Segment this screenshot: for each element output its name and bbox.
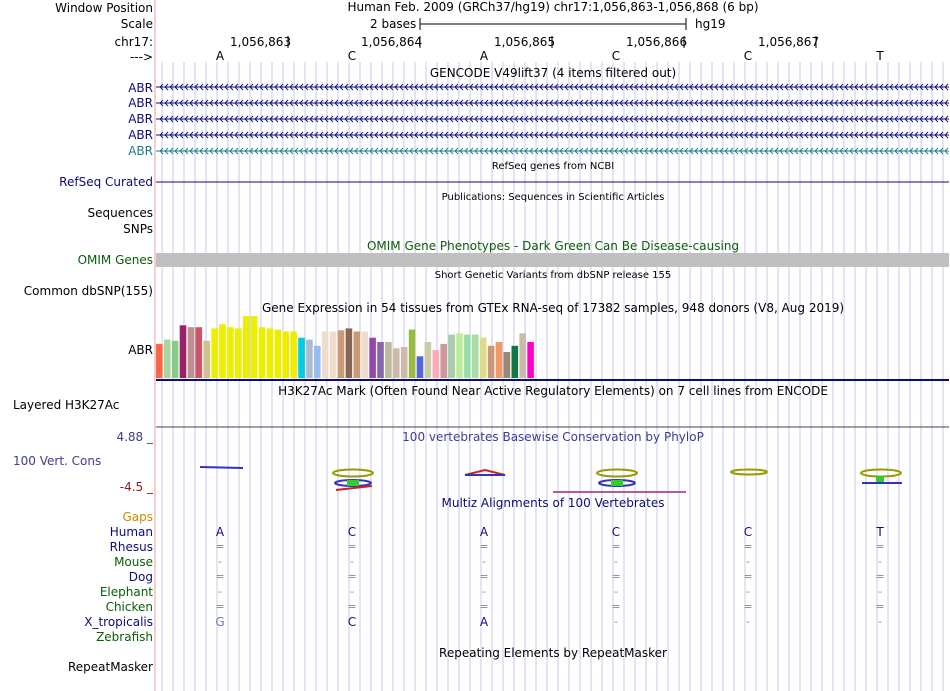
gtex-bar [361, 332, 368, 379]
ruler-tick-label: 1,056,866 [626, 35, 688, 49]
gtex-bar [306, 340, 313, 378]
gtex-bar [448, 335, 455, 378]
aligned-base: = [479, 600, 489, 613]
aligned-base: = [347, 600, 357, 613]
gtex-bar [275, 330, 282, 378]
aligned-base: - [614, 555, 618, 568]
scale-label: Scale [120, 17, 153, 31]
aligned-base: - [614, 615, 618, 628]
gtex-bar [433, 350, 440, 378]
gtex-bar [330, 332, 337, 379]
aligned-base: = [875, 600, 885, 613]
refseq-track-title[interactable]: RefSeq genes from NCBI [491, 161, 615, 172]
aligned-base: - [878, 555, 882, 568]
aligned-base: = [875, 540, 885, 553]
species-label[interactable]: Elephant [99, 585, 153, 599]
position-text[interactable]: Human Feb. 2009 (GRCh37/hg19) chr17:1,056,863-1,056,868 (6 bp) [347, 0, 759, 14]
repeatmasker-track-title[interactable]: Repeating Elements by RepeatMasker [439, 646, 667, 660]
snps-label[interactable]: SNPs [123, 222, 153, 236]
gtex-bar [496, 342, 503, 378]
phylop-label[interactable]: 100 Vert. Cons [13, 454, 102, 468]
aligned-base: = [347, 540, 357, 553]
scale-text: 2 bases [370, 17, 417, 31]
aligned-base: - [218, 585, 222, 598]
phylop-logo [347, 480, 359, 486]
ruler-tick-label: 1,056,867 [758, 35, 820, 49]
gtex-bar [172, 341, 179, 378]
species-label[interactable]: Zebrafish [96, 630, 153, 644]
aligned-base: - [218, 555, 222, 568]
ruler-tick-label: 1,056,864 [361, 35, 423, 49]
omim-track-title[interactable]: OMIM Gene Phenotypes - Dark Green Can Be Disease-causing [366, 239, 740, 253]
aligned-base: T [876, 525, 884, 539]
gtex-bar [369, 338, 376, 378]
phylop-ymin-label: -4.5 _ [119, 480, 153, 494]
h3k27ac-track-title[interactable]: H3K27Ac Mark (Often Found Near Active Regulatory Elements) on 7 cell lines from ENCODE [278, 384, 828, 398]
dbsnp-track-title[interactable]: Short Genetic Variants from dbSNP release 155 [434, 270, 672, 281]
aligned-base: - [746, 615, 750, 628]
ruler-tick-label: 1,056,865 [494, 35, 556, 49]
gtex-bar [504, 352, 511, 378]
aligned-base: = [479, 570, 489, 583]
aligned-base: = [479, 540, 489, 553]
species-label[interactable]: Human [109, 525, 153, 539]
gtex-bar [527, 342, 534, 378]
species-label[interactable]: Chicken [105, 600, 153, 614]
aligned-base: = [215, 570, 225, 583]
aligned-base: = [875, 570, 885, 583]
aligned-base: = [215, 540, 225, 553]
gtex-bar [377, 342, 384, 378]
gtex-bar [243, 316, 250, 378]
aligned-base: = [743, 540, 753, 553]
aligned-base: G [215, 615, 225, 629]
omim-gene-bar [156, 253, 949, 267]
gencode-item-label[interactable]: ABR [128, 128, 153, 142]
publications-label[interactable]: Sequences [87, 206, 153, 220]
aligned-base: C [611, 525, 621, 539]
sequence-base: A [479, 49, 489, 63]
publications-track-title[interactable]: Publications: Sequences in Scientific Articles [441, 192, 665, 203]
aligned-base: A [479, 615, 489, 629]
gtex-bar [298, 338, 305, 378]
aligned-base: - [482, 585, 486, 598]
gtex-bar [164, 340, 171, 378]
gencode-item-label[interactable]: ABR [128, 96, 153, 110]
aligned-base: = [347, 570, 357, 583]
gtex-bar [251, 316, 258, 378]
ruler-tick-label: 1,056,863 [230, 35, 292, 49]
aligned-base: C [347, 615, 357, 629]
chrom-label: chr17: [114, 35, 153, 49]
gtex-bar [259, 327, 266, 378]
aligned-base: C [347, 525, 357, 539]
aligned-base: A [479, 525, 489, 539]
gtex-bar [456, 333, 463, 378]
gtex-bar [203, 341, 210, 378]
gtex-bar [314, 346, 321, 378]
gaps-label[interactable]: Gaps [122, 510, 153, 524]
gtex-bar [512, 346, 519, 378]
gtex-bar [393, 348, 400, 378]
aligned-base: A [215, 525, 225, 539]
assembly-text: hg19 [695, 17, 726, 31]
dbsnp-label[interactable]: Common dbSNP(155) [23, 284, 153, 298]
aligned-base: = [611, 540, 621, 553]
gtex-bar [322, 332, 329, 379]
gtex-bar [188, 327, 195, 378]
omim-label[interactable]: OMIM Genes [77, 253, 153, 267]
aligned-base: = [611, 600, 621, 613]
strand-label: ---> [129, 50, 153, 64]
phylop-track-title[interactable]: 100 vertebrates Basewise Conservation by PhyloP [402, 430, 704, 444]
aligned-base: - [614, 585, 618, 598]
gtex-label[interactable]: ABR [128, 343, 153, 357]
aligned-base: = [611, 570, 621, 583]
gtex-bar [440, 344, 447, 378]
aligned-base: - [746, 555, 750, 568]
gtex-bar [219, 324, 226, 378]
gtex-bar [385, 342, 392, 378]
gtex-bar [472, 335, 479, 378]
aligned-base: C [743, 525, 753, 539]
phylop-ymax-label: 4.88 _ [116, 430, 153, 444]
gencode-track-title[interactable]: GENCODE V49lift37 (4 items filtered out) [429, 66, 677, 80]
sequence-base: A [215, 49, 225, 63]
species-label[interactable]: Dog [128, 570, 153, 584]
gtex-bar [480, 338, 487, 378]
gtex-bar [290, 332, 297, 379]
aligned-base: - [350, 555, 354, 568]
gtex-bar [211, 328, 218, 378]
aligned-base: - [350, 585, 354, 598]
repeatmasker-label[interactable]: RepeatMasker [67, 660, 153, 674]
refseq-label[interactable]: RefSeq Curated [59, 175, 153, 189]
gencode-item-label[interactable]: ABR [128, 112, 153, 126]
species-label[interactable]: Rhesus [109, 540, 153, 554]
phylop-logo [333, 470, 373, 477]
aligned-base: - [482, 555, 486, 568]
gtex-bar [519, 333, 526, 378]
gtex-bar [227, 327, 234, 378]
gtex-bar [409, 330, 416, 378]
gtex-bar [464, 335, 471, 378]
gtex-bar [156, 344, 163, 378]
phylop-logo [731, 470, 767, 475]
sequence-base: T [876, 49, 884, 63]
phylop-logo [200, 467, 243, 468]
aligned-base: = [743, 600, 753, 613]
h3k27ac-label[interactable]: Layered H3K27Ac [13, 398, 120, 412]
sequence-base: C [347, 49, 357, 63]
gtex-bar [235, 328, 242, 378]
multiz-track-title[interactable]: Multiz Alignments of 100 Vertebrates [441, 496, 665, 510]
gtex-bar [282, 332, 289, 379]
gtex-bar [354, 332, 361, 379]
window-position-label: Window Position [55, 1, 153, 15]
gtex-bar [338, 330, 345, 378]
phylop-logo [876, 476, 884, 482]
sequence-base: C [611, 49, 621, 63]
sequence-base: C [743, 49, 753, 63]
gencode-item-label[interactable]: ABR [128, 144, 153, 158]
phylop-logo [611, 480, 623, 486]
aligned-base: = [215, 600, 225, 613]
gtex-bar [425, 342, 432, 378]
gtex-bar [196, 327, 203, 378]
phylop-logo [861, 470, 901, 477]
aligned-base: - [746, 585, 750, 598]
aligned-base: = [743, 570, 753, 583]
phylop-logo [597, 470, 637, 477]
gencode-item-label[interactable]: ABR [128, 81, 153, 95]
species-label[interactable]: Mouse [114, 555, 153, 569]
gtex-bar [346, 328, 353, 378]
gtex-track-title[interactable]: Gene Expression in 54 tissues from GTEx RNA-seq of 17382 samples, 948 donors (V8, Aug 2019) [261, 301, 845, 315]
aligned-base: - [878, 615, 882, 628]
gtex-bar [488, 346, 495, 378]
gtex-bar [267, 328, 274, 378]
gtex-bar [180, 325, 187, 378]
gtex-bar [401, 347, 408, 378]
gtex-bar [417, 356, 424, 378]
aligned-base: - [878, 585, 882, 598]
species-label[interactable]: X_tropicalis [84, 615, 153, 629]
